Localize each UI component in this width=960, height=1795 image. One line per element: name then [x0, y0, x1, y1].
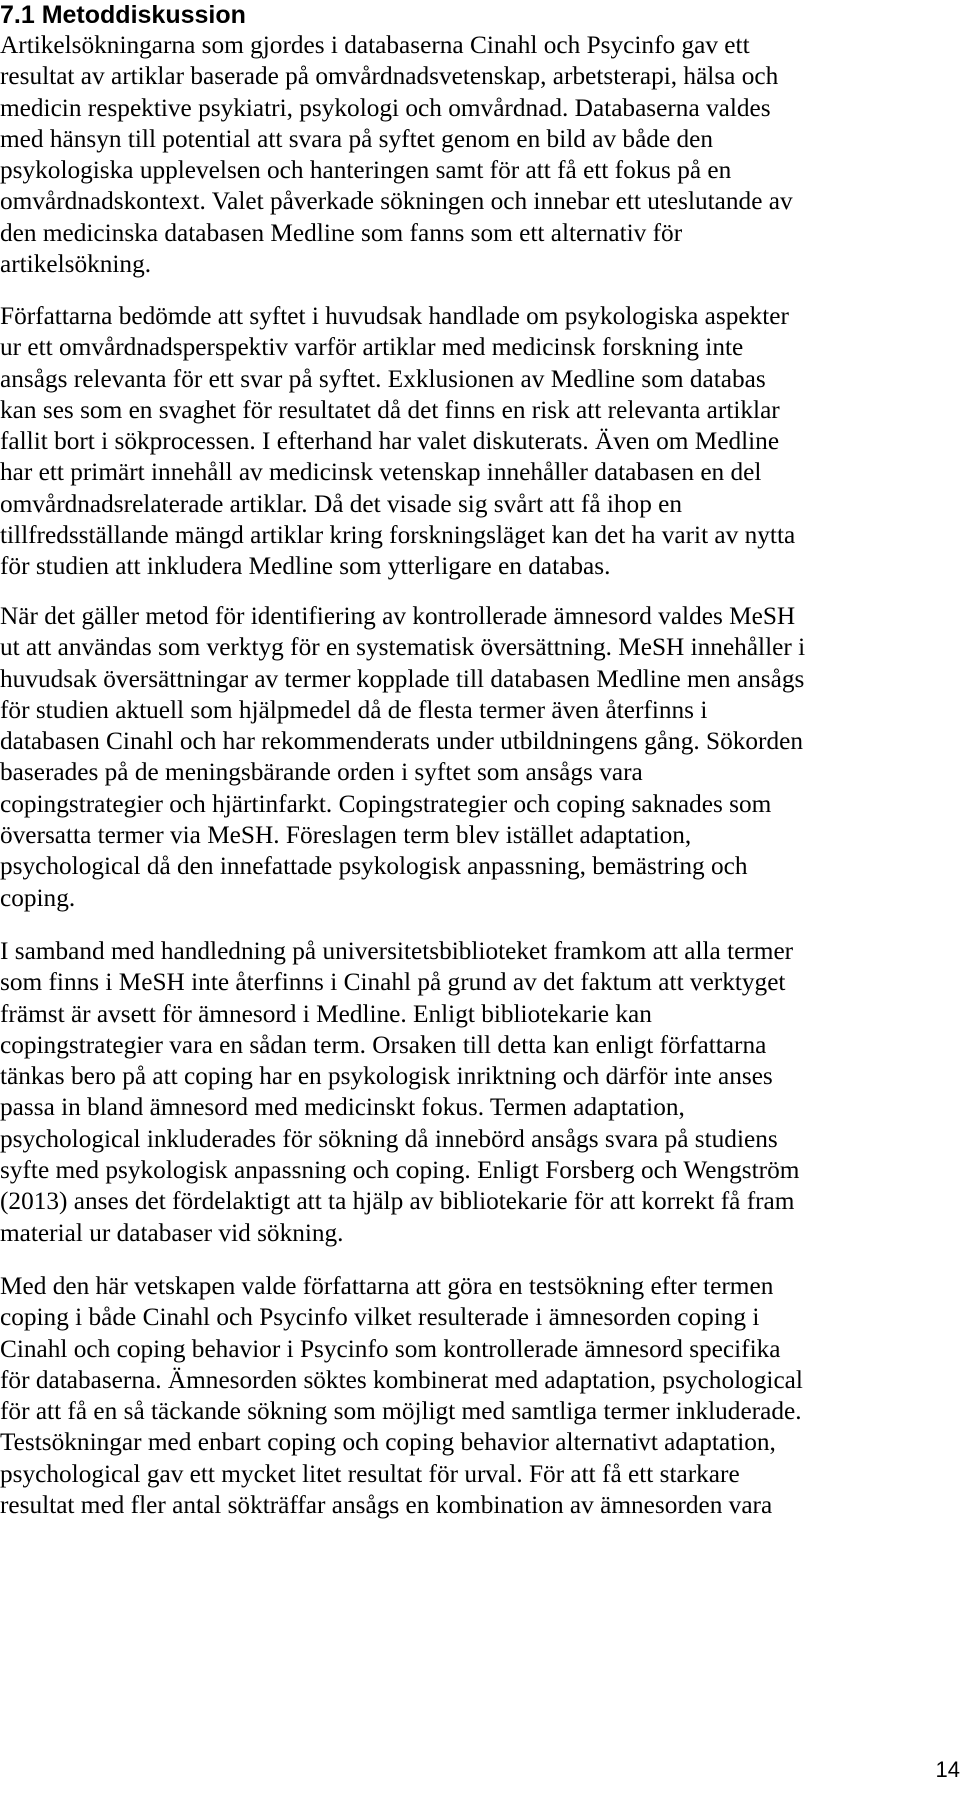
text-line: för studien att inkludera Medline som ytterligare en databas.	[0, 552, 611, 581]
text-line: omvårdnadsrelaterade artiklar. Då det visade sig svårt att få ihop en	[0, 489, 683, 518]
text-line: psychological inkluderades för sökning då innebörd ansågs svara på studiens	[0, 1124, 778, 1153]
text-line: Författarna bedömde att syftet i huvudsak handlade om psykologiska aspekter	[0, 302, 789, 330]
paragraph-5	[0, 1271, 946, 1521]
text-line: passa in bland ämnesord med medicinskt fokus. Termen adaptation,	[0, 1093, 685, 1122]
text-line: tänkas bero på att coping har en psykologisk inriktning och därför inte anses	[0, 1062, 773, 1091]
text-line: den medicinska databasen Medline som fanns som ett alternativ för	[0, 218, 683, 247]
paragraph-2	[0, 301, 946, 583]
text-line: databasen Cinahl och har rekommenderats under utbildningens gång. Sökorden	[0, 727, 803, 756]
text-line: Artikelsökningarna som gjordes i databaserna Cinahl och Psycinfo gav ett	[0, 31, 750, 59]
text-line: baserades på de meningsbärande orden i syftet som ansågs vara	[0, 758, 643, 787]
text-line: ur ett omvårdnadsperspektiv varför artiklar med medicinsk forskning inte	[0, 333, 744, 362]
text-line: översatta termer via MeSH. Föreslagen term blev istället adaptation,	[0, 821, 692, 850]
text-line: (2013) anses det fördelaktigt att ta hjälp av bibliotekarie för att korrekt få fram	[0, 1187, 795, 1216]
text-line: medicin respektive psykiatri, psykologi och omvårdnad. Databaserna valdes	[0, 93, 771, 122]
text-line: tillfredsställande mängd artiklar kring forskningsläget kan det ha varit av nytta	[0, 521, 796, 550]
text-line: material ur databaser vid sökning.	[0, 1218, 344, 1247]
text-line: resultat av artiklar baserade på omvårdnadsvetenskap, arbetsterapi, hälsa och	[0, 62, 779, 91]
paragraph-1	[0, 30, 946, 280]
text-line: coping.	[0, 883, 76, 912]
text-line: för att få en så täckande sökning som möjligt med samtliga termer inkluderade.	[0, 1397, 802, 1426]
text-line: huvudsak översättningar av termer kopplade till databasen Medline men ansågs	[0, 664, 805, 693]
text-line: fallit bort i sökprocessen. I efterhand har valet diskuterats. Även om Medline	[0, 427, 780, 456]
text-line: som finns i MeSH inte återfinns i Cinahl på grund av det faktum att verktyget	[0, 968, 786, 997]
text-line: omvårdnadskontext. Valet påverkade sökningen och innebar ett uteslutande av	[0, 187, 793, 216]
text-line: Med den här vetskapen valde författarna att göra en testsökning efter termen	[0, 1272, 774, 1300]
text-line: psychological då den innefattade psykologisk anpassning, bemästring och	[0, 852, 748, 881]
text-line: artikelsökning.	[0, 250, 152, 279]
text-line: har ett primärt innehåll av medicinsk vetenskap innehåller databasen en del	[0, 458, 762, 487]
text-line: med hänsyn till potential att svara på syftet genom en bild av både den	[0, 124, 714, 153]
text-line: I samband med handledning på universitetsbiblioteket framkom att alla termer	[0, 937, 794, 965]
text-line: för databaserna. Ämnesorden söktes kombinerat med adaptation, psychological	[0, 1365, 803, 1394]
text-line: Testsökningar med enbart coping och coping behavior alternativt adaptation,	[0, 1428, 776, 1457]
text-line: för studien aktuell som hjälpmedel då de flesta termer även återfinns i	[0, 695, 708, 724]
text-line: coping i både Cinahl och Psycinfo vilket resulterade i ämnesorden coping i	[0, 1303, 760, 1332]
text-line: syfte med psykologisk anpassning och coping. Enligt Forsberg och Wengström	[0, 1156, 800, 1185]
section-heading: 7.1 Metoddiskussion	[0, 1, 246, 29]
text-line: resultat med fler antal sökträffar ansågs en kombination av ämnesorden vara	[0, 1491, 773, 1520]
paragraph-4	[0, 936, 946, 1249]
text-line: ansågs relevanta för ett svar på syftet. Exklusionen av Medline som databas	[0, 364, 766, 393]
text-line: copingstrategier vara en sådan term. Orsaken till detta kan enligt författarna	[0, 1030, 767, 1059]
text-line: När det gäller metod för identifiering av kontrollerade ämnesord valdes MeSH	[0, 602, 796, 630]
text-line: Cinahl och coping behavior i Psycinfo som kontrollerade ämnesord specifika	[0, 1334, 781, 1363]
paragraph-3	[0, 601, 946, 914]
text-line: främst är avsett för ämnesord i Medline. Enligt bibliotekarie kan	[0, 999, 652, 1028]
text-line: kan ses som en svaghet för resultatet då det finns en risk att relevanta artiklar	[0, 395, 780, 424]
page-number: 14	[935, 1757, 960, 1782]
text-line: copingstrategier och hjärtinfarkt. Copingstrategier och coping saknades som	[0, 789, 772, 818]
text-line: psychological gav ett mycket litet resultat för urval. För att få ett starkare	[0, 1459, 740, 1488]
text-line: psykologiska upplevelsen och hanteringen samt för att få ett fokus på en	[0, 156, 732, 185]
text-line: ut att användas som verktyg för en systematisk översättning. MeSH innehåller i	[0, 633, 806, 662]
